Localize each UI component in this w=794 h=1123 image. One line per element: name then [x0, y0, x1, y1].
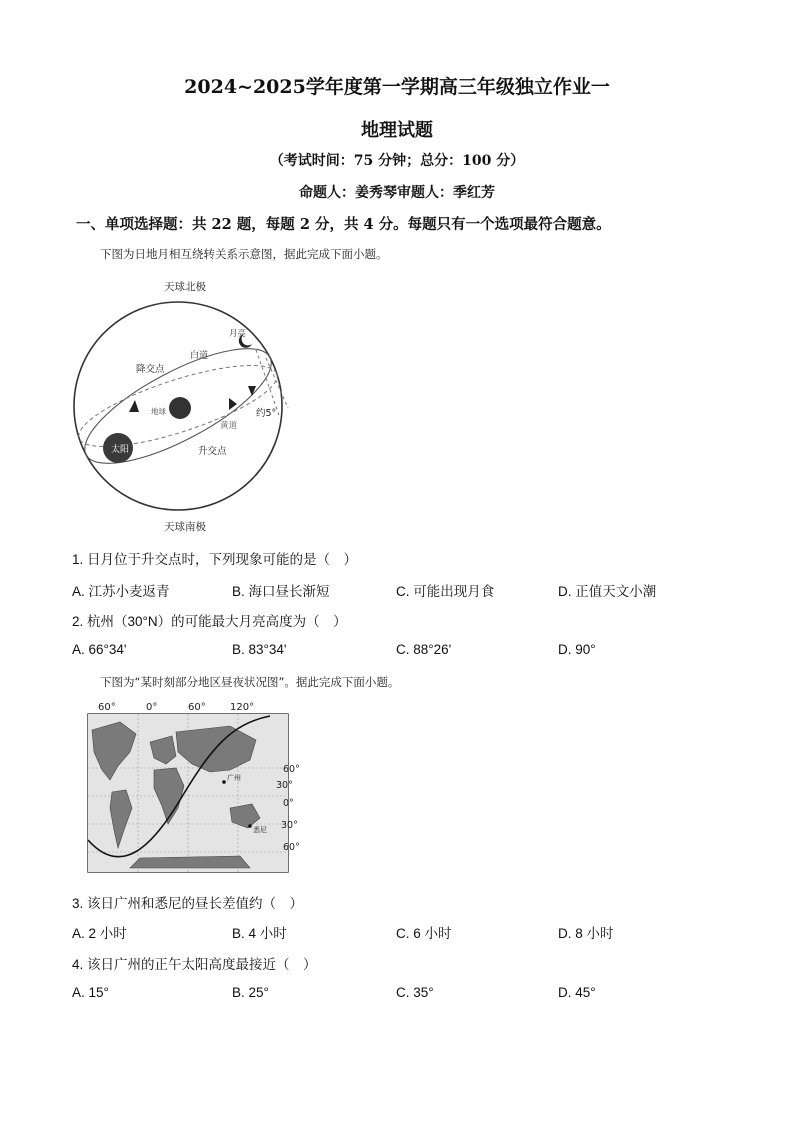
orbit-arrow-down-icon	[248, 386, 256, 396]
q3-option-a[interactable]: A. 2 小时	[72, 926, 127, 941]
q3-option-c[interactable]: C. 6 小时	[396, 926, 452, 941]
question-2: 2. 杭州（30°N）的可能最大月亮高度为（ ）	[72, 614, 347, 629]
top-label-0: 0°	[146, 702, 158, 713]
section-heading: 一、单项选择题：共 22 题，每题 2 分，共 4 分。每题只有一个选项最符合题意。	[76, 216, 611, 233]
label-sun: 太阳	[111, 445, 130, 455]
q4-option-d[interactable]: D. 45°	[558, 985, 596, 1000]
q2-option-c[interactable]: C. 88°26'	[396, 642, 452, 657]
earth-icon	[169, 397, 191, 419]
figure2-intro: 下图为“某时刻部分地区昼夜状况图”。据此完成下面小题。	[100, 675, 400, 689]
q1-option-b[interactable]: B. 海口昼长渐短	[232, 584, 330, 599]
question-3: 3. 该日广州和悉尼的昼长差值约（ ）	[72, 896, 304, 911]
top-label-60w: 60°	[98, 702, 116, 713]
right-label-30n: 30°	[276, 780, 293, 791]
right-label-60n: 60°	[283, 764, 300, 775]
label-south-pole: 天球南极	[164, 521, 206, 533]
figure1-intro: 下图为日地月相互绕转关系示意图，据此完成下面小题。	[100, 247, 388, 261]
authors: 命题人：姜秀琴审题人：季红芳	[299, 185, 495, 201]
q1-option-a[interactable]: A. 江苏小麦返青	[72, 584, 170, 599]
question-1: 1. 日月位于升交点时，下列现象可能的是（ ）	[72, 552, 358, 567]
label-descending-node: 降交点	[136, 364, 165, 375]
right-label-60s: 60°	[283, 842, 300, 853]
top-label-60e: 60°	[188, 702, 206, 713]
label-ecliptic: 黄道	[220, 421, 238, 431]
subject-title: 地理试题	[361, 120, 433, 141]
label-ascending-node: 升交点	[198, 446, 227, 457]
label-white-path: 白道	[190, 351, 209, 361]
label-angle: 约5°	[256, 408, 277, 419]
celestial-sphere-diagram	[66, 278, 296, 536]
q2-option-d[interactable]: D. 90°	[558, 642, 596, 657]
q2-option-a[interactable]: A. 66°34'	[72, 642, 127, 657]
right-label-0: 0°	[283, 798, 294, 809]
page-title: 2024~2025学年度第一学期高三年级独立作业一	[184, 76, 610, 98]
q2-option-b[interactable]: B. 83°34'	[232, 642, 287, 657]
orbit-arrow-right-icon	[229, 398, 237, 410]
exam-info: （考试时间：75 分钟；总分：100 分）	[269, 153, 525, 169]
q4-option-a[interactable]: A. 15°	[72, 985, 109, 1000]
label-earth: 地球	[151, 407, 166, 416]
label-north-pole: 天球北极	[164, 281, 206, 293]
question-4: 4. 该日广州的正午太阳高度最接近（ ）	[72, 957, 317, 972]
q3-option-b[interactable]: B. 4 小时	[232, 926, 287, 941]
right-label-30s: 30°	[281, 820, 298, 831]
day-night-map	[80, 700, 336, 876]
city-label-sydney: 悉尼	[253, 826, 267, 834]
sydney-marker-icon	[248, 824, 252, 828]
q4-option-b[interactable]: B. 25°	[232, 985, 269, 1000]
guangzhou-marker-icon	[222, 780, 226, 784]
q4-option-c[interactable]: C. 35°	[396, 985, 434, 1000]
city-label-guangzhou: 广州	[227, 774, 241, 782]
q1-option-c[interactable]: C. 可能出现月食	[396, 584, 495, 599]
top-label-120e: 120°	[230, 702, 255, 713]
label-moon: 月亮	[229, 329, 247, 339]
q3-option-d[interactable]: D. 8 小时	[558, 926, 614, 941]
orbit-arrow-left-icon	[129, 400, 139, 412]
q1-option-d[interactable]: D. 正值天文小潮	[558, 584, 657, 599]
